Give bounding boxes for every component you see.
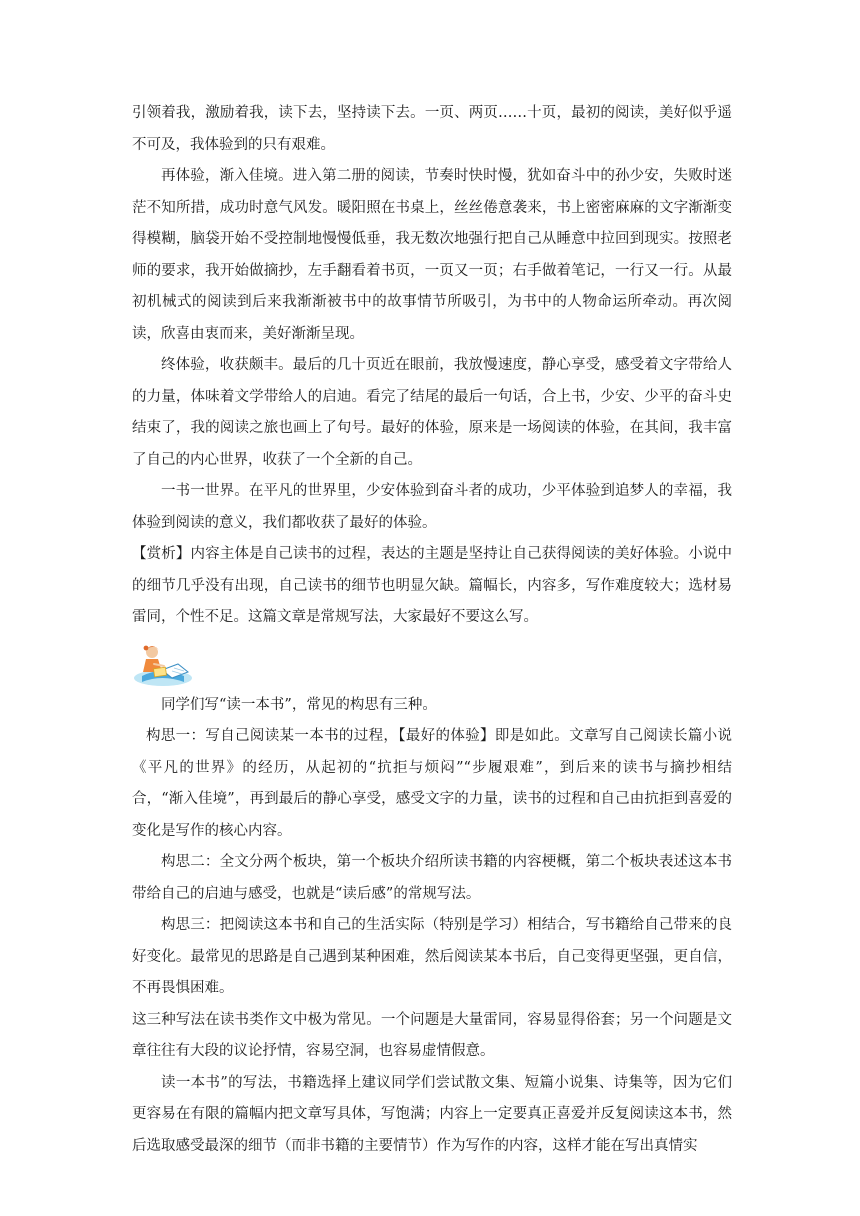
paragraph-final-experience: 终体验，收获颇丰。最后的几十页近在眼前，我放慢速度，静心享受，感受着文字带给人的力量，体味着文学带给人的启迪。看完了结尾的最后一句话，合上书，少安、少平的奋斗史结束了，我的阅读之旅也画上了句号。最好的体验，原来是一场阅读的体验，在其间，我丰富了自己的内心世界，收获了一个全新的自己。 [132, 357, 732, 468]
paragraph-idea-two: 构思二：全文分两个板块，第一个板块介绍所读书籍的内容梗概，第二个板块表述这本书带给自己的启迪与感受，也就是“读后感”的常规写法。 [132, 854, 732, 902]
paragraph-writing-advice: 读一本书”的写法，书籍选择上建议同学们尝试散文集、短篇小说集、诗集等，因为它们更容易在有限的篇幅内把文章写具体，写饱满；内容上一定要真正喜爱并反复阅读这本书，然后选取感受最深的细节（而非书籍的主要情节）作为写作的内容，这样才能在写出真情实 [132, 1074, 732, 1154]
paragraph-one-book-one-world: 一书一世界。在平凡的世界里，少安体验到奋斗者的成功，少平体验到追梦人的幸福，我体验到阅读的意义，我们都收获了最好的体验。 [132, 483, 732, 531]
paragraph-idea-one: 构思一：写自己阅读某一本书的过程，【最好的体验】即是如此。文章写自己阅读长篇小说《平凡的世界》的经历，从起初的“抗拒与烦闷”“步履艰难”，到后来的读书与摘抄相结合，“渐入佳境”，再到最后的静心享受，感受文字的力量，读书的过程和自己由抗拒到喜爱的变化是写作的核心内容。 [132, 728, 732, 839]
paragraph-second-experience: 再体验，渐入佳境。进入第二册的阅读，节奏时快时慢，犹如奋斗中的孙少安，失败时迷茫不知所措，成功时意气风发。暖阳照在书桌上，丝丝倦意袭来，书上密密麻麻的文字渐渐变得模糊，脑袋开始不受控制地慢慢低垂，我无数次地强行把自己从睡意中拉回到现实。按照老师的要求，我开始做摘抄，左手翻看着书页，一页又一页；右手做着笔记，一行又一行。从最初机械式的阅读到后来我渐渐被书中的故事情节所吸引，为书中的人物命运所牵动。再次阅读，欣喜由衷而来，美好渐渐呈现。 [132, 168, 732, 342]
paragraph-idea-three: 构思三：把阅读这本书和自己的生活实际（特别是学习）相结合，写书籍给自己带来的良好变化。最常见的思路是自己遇到某种困难，然后阅读某本书后，自己变得更坚强，更自信，不再畏惧困难。 [132, 917, 732, 996]
paragraph-reading-struggle: 引领着我，激励着我，读下去，坚持读下去。一页、两页……十页，最初的阅读，美好似乎遥不可及，我体验到的只有艰难。 [132, 105, 732, 153]
paragraph-appreciation: 【赏析】内容主体是自己读书的过程，表达的主题是坚持让自己获得阅读的美好体验。小说中的细节几乎没有出现，自己读书的细节也明显欠缺。篇幅长，内容多，写作难度较大；选材易雷同，个性不足。这篇文章是常规写法，大家最好不要这么写。 [132, 546, 732, 625]
reading-girl-book-icon [132, 642, 194, 688]
paragraph-three-ideas-intro: 同学们写“读一本书”，常见的构思有三种。 [161, 696, 437, 713]
paragraph-common-issues: 这三种写法在读书类作文中极为常见。一个问题是大量雷同，容易显得俗套；另一个问题是文章往往有大段的议论抒情，容易空洞，也容易虚情假意。 [132, 1011, 732, 1059]
document-page [132, 98, 732, 1162]
